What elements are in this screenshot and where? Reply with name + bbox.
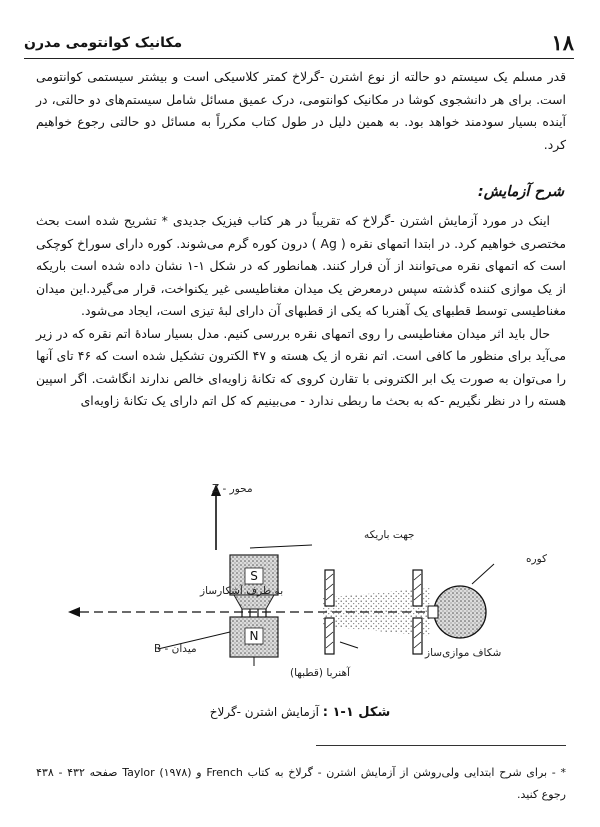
method-text [36, 210, 566, 413]
caption-text: آزمایش اشترن -گرلاخ [209, 705, 319, 719]
oven-pointer [472, 564, 494, 584]
intro-paragraph: قدر مسلم یک سیستم دو حالته از نوع اشترن -گرلاخ کمتر کلاسیکی است و بیشتر سیستمی کوانتومی است. برای هر دانشجوی کوشا در مکانیک کوانتومی، درک عمیق مسائل شامل سیستم‌های دو حالتی، در آینده بسیار سودمند خواهد بود. به همین دلیل در طول کتاب مکرراً به مسائل دو حالتی رجوع خواهیم کرد. [36, 69, 566, 152]
z-axis-label: محور - Z [212, 483, 253, 495]
collimator-slit-right-top [413, 570, 422, 606]
field-label: میدان - B [154, 643, 197, 655]
collimator-slit-right-bottom [413, 618, 422, 654]
beam-direction-label: جهت باریکه [364, 529, 415, 541]
footnote-divider [316, 745, 566, 746]
beam-arrowhead [68, 607, 80, 617]
stern-gerlach-figure [40, 480, 560, 690]
oven-label: کوره [526, 553, 547, 565]
figure-diagram [40, 480, 560, 690]
collimator-slit-left-top [325, 570, 334, 606]
figure-caption [0, 705, 600, 720]
magnet-label: آهنربا (قطبها) [290, 667, 350, 679]
page-number: ۱۸ [551, 30, 574, 55]
south-pole-tip [234, 595, 274, 609]
footnote: * - برای شرح ابتدایی ولی‌روشن از آزمایش اشترن - گرلاخ به کتاب French و Taylor (۱۹۷۸) صفحه ۴۳۲ - ۴۳۸ رجوع کنید. [36, 766, 566, 801]
beam-direction-pointer [250, 545, 312, 548]
page-header [24, 30, 574, 59]
to-detector-label: به طرف آشکارساز [200, 585, 284, 597]
running-title: مکانیک کوانتومی مدرن [24, 35, 183, 51]
section-heading: شرح آزمایش: [477, 184, 564, 200]
caption-number: شکل ۱-۱ : [322, 705, 391, 720]
oven [434, 586, 486, 638]
method-paragraph-2: حال باید اثر میدان مغناطیسی را روی اتمهای نقره بررسی کنیم. مدل بسیار سادهٔ اتم نقره که در زیر می‌آید برای منظور ما کافی است. اتم نقره از یک هسته و ۴۷ الکترون تشکیل شده است که ۴۶ تای آنها را می‌توان به صورت یک ابر الکترونی با تقارن کروی که تکانهٔ زاویه‌ای خالص ندارند انگاشت. اگر اسپین هسته را در نظر نگیریم -که به بحث ما ربطی ندارد - می‌بینیم که کل اتم دارای یک تکانهٔ زاویه‌ای [36, 325, 566, 408]
south-pole-letter: S [250, 569, 258, 583]
collimator-label: شکاف موازی‌ساز [425, 647, 502, 659]
collimator-slit-left-bottom [325, 618, 334, 654]
method-paragraph-1: اینک در مورد آزمایش اشترن -گرلاخ که تقریباً در هر کتاب فیزیک جدیدی * تشریح شده است بحث مختصری خواهیم کرد. در ابتدا اتمهای نقره ( Ag ) درون کوره گرم می‌شوند. کوره دارای سوراخ کوچکی است که اتمهای نقره می‌توانند از آن فرار کنند. همانطور که در شکل ۱-۱ نشان داده شده است باریکه از یک موازی کننده گذشته سپس درمعرض یک میدان مغناطیسی غیر یکنواخت، قرار می‌گیرد.این میدان مغناطیسی توسط قطبهای یک آهنربا که یکی از قطبهای آن دارای لبهٔ تیزی است، ایجاد می‌شود. [36, 213, 566, 318]
oven-opening [428, 606, 438, 618]
intro-text [36, 66, 566, 156]
collimator-pointer [340, 642, 358, 648]
north-pole-letter: N [249, 629, 259, 643]
